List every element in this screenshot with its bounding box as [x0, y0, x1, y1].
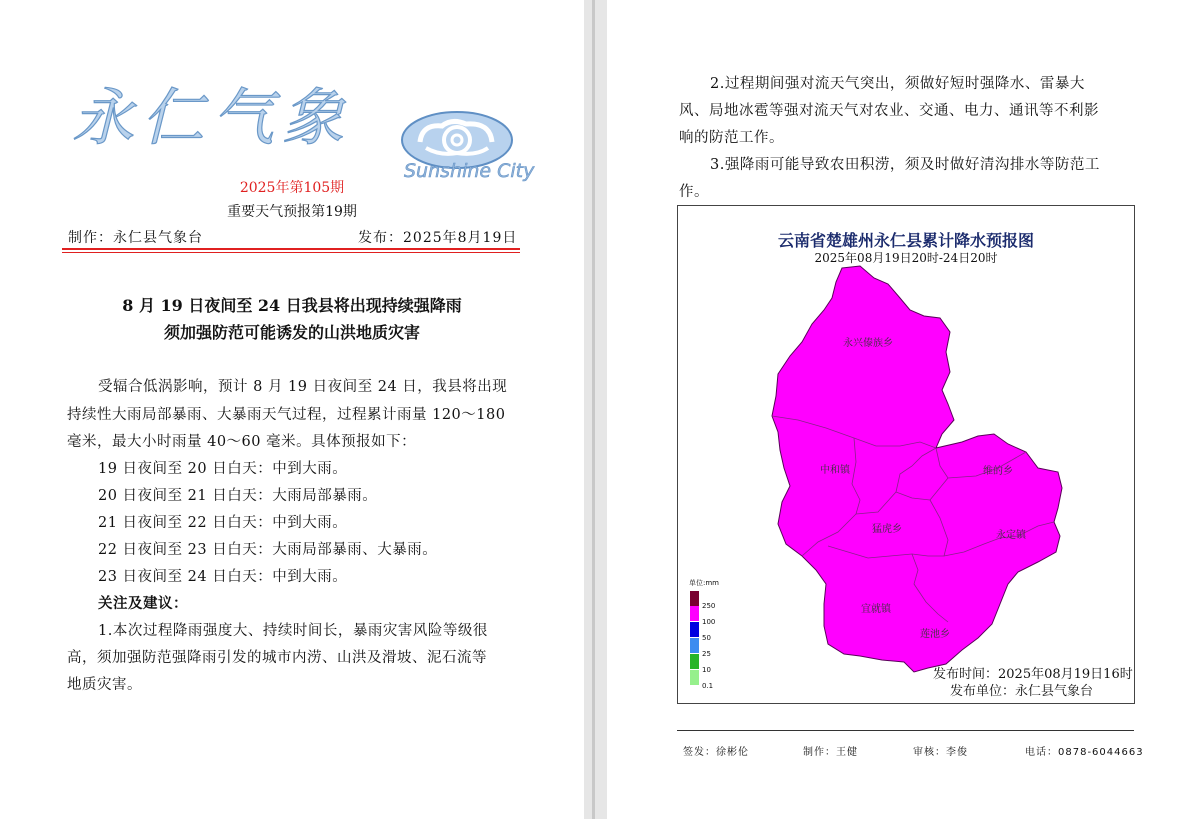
- town-label: 宜就镇: [861, 604, 891, 615]
- page-divider: [592, 0, 595, 819]
- legend-swatch: [690, 606, 699, 621]
- legend-swatch: [690, 670, 699, 685]
- town-label: 猛虎乡: [872, 524, 902, 535]
- advice-line: 作。: [679, 184, 709, 200]
- legend-label: 100: [702, 618, 716, 626]
- legend-label: 25: [702, 650, 711, 658]
- map-title: 云南省楚雄州永仁县累计降水预报图: [777, 231, 1034, 250]
- legend-label: 50: [702, 634, 711, 642]
- footer-reviewer: 审核：李俊: [913, 747, 968, 758]
- town-label: 维的乡: [983, 466, 1013, 477]
- legend-label: 250: [702, 602, 716, 610]
- document-page-left: [0, 0, 584, 819]
- footer-rule: [677, 730, 1134, 731]
- forecast-item: 20 日夜间至 21 日白天：大雨局部暴雨。: [98, 488, 378, 504]
- body-line: 持续性大雨局部暴雨、大暴雨天气过程，过程累计雨量 120～180: [67, 407, 506, 423]
- document-page-right: [607, 0, 1201, 819]
- issue-number: 2025年第105期: [239, 180, 345, 196]
- advice-line: 3.强降雨可能导致农田积涝，须及时做好清沟排水等防范工: [710, 157, 1100, 173]
- town-label: 莲池乡: [920, 629, 950, 640]
- map-publish-time: 发布时间：2025年08月19日16时: [933, 667, 1133, 682]
- headline-line-1: 8 月 19 日夜间至 24 日我县将出现持续强降雨: [122, 296, 462, 315]
- forecast-item: 23 日夜间至 24 日白天：中到大雨。: [98, 569, 348, 585]
- body-line: 受辐合低涡影响，预计 8 月 19 日夜间至 24 日，我县将出现: [98, 379, 508, 395]
- forecast-item: 22 日夜间至 23 日白天：大雨局部暴雨、大暴雨。: [98, 542, 438, 558]
- town-label: 永定镇: [996, 530, 1026, 541]
- town-label: 永兴傣族乡: [843, 338, 893, 349]
- advice-line: 高，须加强防范强降雨引发的城市内涝、山洪及滑坡、泥石流等: [67, 650, 487, 666]
- legend-title: 单位:mm: [689, 579, 719, 587]
- map-subtitle: 2025年08月19日20时-24日20时: [814, 251, 998, 265]
- advice-line: 风、局地冰雹等强对流天气对农业、交通、电力、通讯等不利影: [679, 103, 1099, 119]
- logo-text: Sunshine City: [404, 160, 535, 182]
- legend-swatch: [690, 638, 699, 653]
- town-label: 中和镇: [820, 465, 850, 476]
- advice-heading: 关注及建议：: [98, 595, 188, 612]
- page-gutter: [584, 0, 607, 819]
- advice-line: 地质灾害。: [67, 677, 142, 693]
- bulletin-number: 重要天气预报第19期: [227, 204, 357, 220]
- legend-swatch: [690, 654, 699, 669]
- legend-swatch: [690, 591, 699, 606]
- masthead-title: 永仁气象: [72, 81, 353, 154]
- precipitation-map: [677, 205, 1135, 704]
- footer-signer: 签发：徐彬伦: [683, 747, 749, 758]
- map-publish-unit: 发布单位：永仁县气象台: [950, 684, 1094, 699]
- legend-label: 10: [702, 666, 711, 674]
- footer-phone: 电话：0878-6044663: [1025, 747, 1144, 758]
- footer-maker: 制作：王健: [803, 747, 858, 758]
- maker-line: 制作：永仁县气象台: [68, 230, 203, 246]
- body-line: 毫米，最大小时雨量 40～60 毫米。具体预报如下：: [67, 434, 417, 450]
- legend-swatch: [690, 622, 699, 637]
- advice-line: 1.本次过程降雨强度大、持续时间长，暴雨灾害风险等级很: [98, 623, 488, 639]
- red-rule: [62, 248, 520, 250]
- forecast-item: 19 日夜间至 20 日白天：中到大雨。: [98, 461, 348, 477]
- advice-line: 2.过程期间强对流天气突出，须做好短时强降水、雷暴大: [710, 76, 1085, 92]
- publish-date: 发布：2025年8月19日: [358, 230, 518, 246]
- forecast-item: 21 日夜间至 22 日白天：中到大雨。: [98, 515, 348, 531]
- county-area: [772, 266, 1062, 672]
- legend-label: 0.1: [702, 682, 714, 690]
- headline-line-2: 须加强防范可能诱发的山洪地质灾害: [163, 323, 420, 342]
- advice-line: 响的防范工作。: [679, 130, 784, 146]
- county-map-shape: [678, 206, 1134, 703]
- red-rule-thin: [62, 252, 520, 253]
